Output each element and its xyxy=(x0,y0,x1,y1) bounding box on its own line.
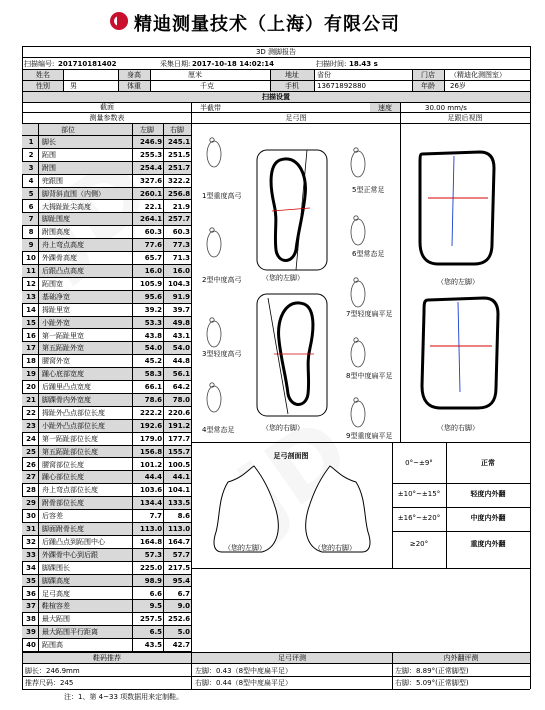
cell-n: 33 xyxy=(26,550,36,559)
foot-type-3-icon xyxy=(207,318,221,347)
table-row xyxy=(22,317,191,330)
table-row xyxy=(22,407,191,420)
report-title: 3D 测脚报告 xyxy=(255,48,297,56)
cell-n: 31 xyxy=(26,525,36,533)
cell-label: 脚踝骨内外宽度 xyxy=(42,396,91,404)
angle-label: 中度内外翻 xyxy=(470,514,506,522)
table-row xyxy=(22,355,191,368)
cell-right: 104.1 xyxy=(168,486,191,495)
cell-left: 260.1 xyxy=(140,189,163,198)
cell-right: 251.5 xyxy=(168,150,191,159)
table-row xyxy=(22,381,191,394)
cell-left: 6.5 xyxy=(149,628,162,637)
section-right-caption: （您的右脚） xyxy=(314,544,356,552)
cell-right: 54.0 xyxy=(172,344,190,353)
gender-label: 性别 xyxy=(36,82,50,90)
cell-n: 20 xyxy=(26,383,36,392)
table-row xyxy=(22,188,191,201)
cell-right: 113.0 xyxy=(168,525,191,533)
cell-left: 95.6 xyxy=(144,292,162,301)
province-label: 省份 xyxy=(317,71,331,79)
address-label: 地址 xyxy=(285,71,299,79)
cell-label: 腰窝部位长度 xyxy=(42,460,84,469)
table-row xyxy=(22,562,191,575)
cell-left: 39.2 xyxy=(144,305,162,314)
cell-left: 246.9 xyxy=(140,138,163,146)
cell-right: 104.3 xyxy=(168,279,191,288)
size-result: 推荐尺码：245 xyxy=(25,679,74,687)
cell-left: 44.4 xyxy=(144,473,162,482)
cell-label: 跗围 xyxy=(42,163,56,172)
cell-label: 踵心部位长度 xyxy=(42,473,84,482)
cell-n: 34 xyxy=(26,563,36,572)
cell-right: 164.7 xyxy=(168,537,191,546)
cell-left: 192.6 xyxy=(140,421,163,430)
cell-right: 100.5 xyxy=(168,460,191,469)
cell-label: 小趾外宽 xyxy=(42,318,70,327)
cell-right: 91.9 xyxy=(172,292,190,301)
cell-right: 64.2 xyxy=(172,383,190,392)
inout-title: 内外翻评测 xyxy=(443,654,479,662)
phone-value: 13671892880 xyxy=(317,82,366,90)
cell-right: 8.6 xyxy=(177,512,190,521)
table-row xyxy=(22,252,191,265)
cell-left: 98.9 xyxy=(144,576,162,585)
cell-n: 11 xyxy=(26,267,36,275)
duration-label: 扫描时间: xyxy=(316,60,347,68)
table-row xyxy=(22,484,191,497)
table-row xyxy=(22,639,191,652)
cell-right: 49.8 xyxy=(172,318,190,327)
cell-right: 60.3 xyxy=(172,228,190,237)
cell-left: 53.3 xyxy=(144,318,162,327)
cell-n: 25 xyxy=(26,447,36,456)
cell-left: 60.3 xyxy=(144,228,162,237)
angle-range: ±16°~±20° xyxy=(397,514,441,522)
cell-left: 78.6 xyxy=(144,396,162,404)
cell-label: 跗围高度 xyxy=(42,228,70,237)
age-label: 年龄 xyxy=(421,82,435,90)
cell-left: 105.9 xyxy=(140,279,163,288)
heel-left-caption: （您的左脚） xyxy=(437,278,479,286)
section-left-caption: （您的左脚） xyxy=(224,544,266,552)
cell-n: 5 xyxy=(28,189,34,198)
table-row xyxy=(22,459,191,472)
cell-label: 后踵凸点到跖围中心 xyxy=(42,537,105,546)
cell-left: 77.6 xyxy=(144,241,162,250)
weight-label: 体重 xyxy=(127,82,141,90)
cell-right: 44.1 xyxy=(172,473,190,482)
scan-settings-title: 扫描设置 xyxy=(262,93,290,101)
table-row xyxy=(22,265,191,278)
name-label: 姓名 xyxy=(36,71,50,79)
cell-right: 217.5 xyxy=(168,563,191,572)
cell-n: 18 xyxy=(26,357,36,366)
left-section-shape xyxy=(214,466,278,552)
table-row xyxy=(22,213,191,226)
arch-title: 足弓图 xyxy=(285,114,307,122)
cell-label: 跗骨部位长度 xyxy=(42,499,84,508)
cell-left: 222.2 xyxy=(140,408,163,417)
cell-right: 252.6 xyxy=(168,615,191,624)
cell-label: 后跟凸点高度 xyxy=(42,267,84,275)
table-row xyxy=(22,239,191,252)
cell-left: 113.0 xyxy=(140,525,163,533)
foot-type-8-icon xyxy=(351,338,365,367)
cell-label: 兜跟围 xyxy=(42,176,63,185)
table-row xyxy=(22,201,191,214)
cell-label: 踵心底部宽度 xyxy=(42,370,84,379)
cell-left: 43.5 xyxy=(144,641,162,650)
cell-left: 65.7 xyxy=(144,254,162,263)
cell-label: 脚面跗骨长度 xyxy=(42,525,84,533)
cell-n: 40 xyxy=(26,641,36,650)
table-row xyxy=(22,420,191,433)
arch-type-5-label: 5型正常足 xyxy=(352,186,385,194)
cell-n: 37 xyxy=(26,602,36,611)
cell-label: 外踝骨中心到后跟 xyxy=(42,550,98,559)
size-title: 鞋码推荐 xyxy=(93,654,121,662)
page-header xyxy=(0,0,545,40)
table-row xyxy=(22,226,191,239)
time-label: 采集日期: xyxy=(160,60,191,68)
cell-n: 8 xyxy=(28,228,34,237)
scan-mode-label: 截面 xyxy=(100,103,114,111)
foot-type-6-icon xyxy=(351,216,365,245)
scan-duration: 18.43 s xyxy=(349,60,378,68)
table-row xyxy=(22,291,191,304)
cell-right: 56.1 xyxy=(172,370,190,379)
cell-n: 12 xyxy=(26,279,36,288)
cell-left: 6.6 xyxy=(149,589,162,598)
cell-left: 7.7 xyxy=(149,512,162,521)
cell-right: 39.7 xyxy=(172,305,190,314)
cell-label: 鞋楦容差 xyxy=(42,602,70,611)
cell-right: 57.7 xyxy=(172,550,190,559)
table-row xyxy=(22,471,191,484)
cell-n: 6 xyxy=(28,202,34,211)
cell-right: 95.4 xyxy=(172,576,190,585)
arch-type-9-label: 9型重度扁平足 xyxy=(346,432,393,440)
cell-right: 155.7 xyxy=(168,447,191,456)
cell-n: 32 xyxy=(26,537,36,546)
age-value: 26岁 xyxy=(450,82,466,90)
speed-label: 速度 xyxy=(378,104,392,112)
cell-right: 322.2 xyxy=(168,176,191,185)
cell-n: 3 xyxy=(28,163,34,172)
table-row xyxy=(22,523,191,536)
table-row xyxy=(22,394,191,407)
cell-right: 191.2 xyxy=(168,421,191,430)
foot-type-7-icon xyxy=(351,278,365,307)
cell-n: 10 xyxy=(26,254,36,263)
cell-n: 26 xyxy=(26,460,36,469)
cell-left: 101.2 xyxy=(140,460,163,469)
cell-label: 跖围 xyxy=(42,150,56,159)
foot-type-5-icon xyxy=(351,148,365,177)
cell-right: 16.0 xyxy=(172,267,190,275)
arch-eval-title: 足弓评测 xyxy=(278,654,306,662)
cell-n: 36 xyxy=(26,589,36,598)
cell-right: 43.1 xyxy=(172,331,190,340)
arch-type-4-label: 4型常态足 xyxy=(202,426,235,434)
angle-range: 0°~±9° xyxy=(405,459,433,467)
measure-title: 测量参数表 xyxy=(89,114,125,122)
angle-label: 正常 xyxy=(481,459,495,467)
cell-right: 220.6 xyxy=(168,408,191,417)
cell-n: 23 xyxy=(26,421,36,430)
cell-right: 42.7 xyxy=(172,641,190,650)
table-row xyxy=(22,136,191,149)
cell-left: 257.5 xyxy=(140,615,163,624)
cell-label: 最大跖围 xyxy=(42,615,70,624)
cell-n: 7 xyxy=(28,215,34,224)
cell-label: 第五跖趾外宽 xyxy=(42,344,84,353)
cell-n: 22 xyxy=(26,408,36,417)
arch-type-8-label: 8型中度扁平足 xyxy=(346,372,393,380)
cell-n: 38 xyxy=(26,615,36,624)
cell-right: 256.8 xyxy=(168,189,191,198)
cell-right: 77.3 xyxy=(172,241,190,250)
cell-label: 大拇趾趾尖高度 xyxy=(42,202,91,211)
phone-label: 手机 xyxy=(285,82,299,90)
table-row xyxy=(22,626,191,639)
table-row xyxy=(22,368,191,381)
arch-type-3-label: 3型轻度高弓 xyxy=(202,350,242,358)
cell-n: 9 xyxy=(28,241,34,250)
angle-label: 重度内外翻 xyxy=(470,540,506,548)
cell-left: 134.4 xyxy=(140,499,163,508)
foot-type-2-icon xyxy=(207,228,221,257)
weight-unit: 千克 xyxy=(200,82,214,90)
table-row xyxy=(22,330,191,343)
cell-n: 24 xyxy=(26,434,36,443)
cell-right: 9.0 xyxy=(177,602,190,611)
cell-label: 基础净宽 xyxy=(42,292,70,301)
cell-n: 17 xyxy=(26,344,36,353)
scan-time: 2017-10-18 14:02:14 xyxy=(192,60,275,68)
inout-right-result: 右脚：5.09°(正常脚型) xyxy=(395,679,469,687)
footnote: 注：1、第 4~33 项数据用来定制鞋。 xyxy=(64,693,184,701)
table-row xyxy=(22,149,191,162)
cell-label: 后踵里凸点宽度 xyxy=(42,383,91,392)
cell-n: 2 xyxy=(28,150,34,159)
cell-left: 9.5 xyxy=(149,602,162,611)
arch-type-2-label: 2型中度高弓 xyxy=(202,276,242,284)
cell-label: 脚背斜直围（内侧） xyxy=(42,189,105,198)
cell-left: 16.0 xyxy=(144,267,162,275)
arch-right-result: 右脚：0.44（8型中度扁平足） xyxy=(195,679,293,687)
cell-left: 58.3 xyxy=(144,370,162,379)
cell-n: 30 xyxy=(26,512,36,521)
table-row xyxy=(22,446,191,459)
cell-left: 103.6 xyxy=(140,486,163,495)
arch-left-caption: （您的左脚） xyxy=(262,274,304,282)
cell-n: 39 xyxy=(26,628,36,637)
store-label: 门店 xyxy=(421,71,435,79)
heel-title: 足跟后视图 xyxy=(447,114,483,122)
cell-left: 255.3 xyxy=(140,150,163,159)
tape-label: 半截带 xyxy=(200,104,221,112)
section-title: 足弓剖面图 xyxy=(273,452,309,460)
col-right-header: 右脚 xyxy=(170,126,184,134)
arch-type-6-label: 6型常态足 xyxy=(352,250,385,258)
cell-n: 28 xyxy=(26,486,36,495)
arch-left-result: 左脚：0.43（8型中度扁平足） xyxy=(195,667,293,675)
cell-left: 225.0 xyxy=(140,563,163,572)
cell-left: 66.1 xyxy=(144,383,162,392)
cell-left: 43.8 xyxy=(144,331,162,340)
table-row xyxy=(22,278,191,291)
table-row xyxy=(22,575,191,588)
table-row xyxy=(22,175,191,188)
table-row xyxy=(22,497,191,510)
cell-label: 跖围高 xyxy=(42,641,63,650)
cell-n: 27 xyxy=(26,473,36,482)
inout-left-result: 左脚：8.89°(正常脚型) xyxy=(395,667,469,675)
cell-label: 第五跖趾部位长度 xyxy=(42,447,98,456)
cell-label: 最大跖围平行距离 xyxy=(42,628,98,637)
cell-right: 6.7 xyxy=(177,589,190,598)
foot-type-4-icon xyxy=(207,383,221,412)
cell-n: 16 xyxy=(26,331,36,340)
speed-value: 30.00 mm/s xyxy=(425,104,467,112)
company-name: 精迪测量技术（上海）有限公司 xyxy=(134,14,400,35)
table-row xyxy=(22,162,191,175)
cell-left: 45.2 xyxy=(144,357,162,366)
table-row xyxy=(22,613,191,626)
table-row xyxy=(22,433,191,446)
cell-label: 拇趾里宽 xyxy=(42,305,70,314)
cell-label: 外踝骨高度 xyxy=(42,254,77,263)
cell-left: 57.3 xyxy=(144,550,162,559)
right-section-shape xyxy=(306,466,370,552)
gender-value: 男 xyxy=(70,82,77,90)
cell-right: 177.7 xyxy=(168,434,191,443)
cell-label: 第一跖趾里宽 xyxy=(42,331,84,340)
cell-n: 13 xyxy=(26,292,36,301)
cell-n: 4 xyxy=(28,176,34,185)
cell-label: 拇趾外凸点部位长度 xyxy=(42,408,105,417)
cell-left: 54.0 xyxy=(144,344,162,353)
arch-type-1-label: 1型重度高弓 xyxy=(202,192,242,200)
cell-label: 舟上弯点部位长度 xyxy=(42,486,98,495)
cell-n: 19 xyxy=(26,370,36,379)
cell-label: 腰窝外宽 xyxy=(42,357,70,366)
cell-n: 14 xyxy=(26,305,36,314)
store-value: （精迪化测图室） xyxy=(450,71,506,79)
angle-label: 轻度内外翻 xyxy=(470,490,506,498)
cell-n: 21 xyxy=(26,396,36,404)
cell-right: 71.3 xyxy=(172,254,190,263)
cell-label: 第一跖趾部位长度 xyxy=(42,434,98,443)
cell-n: 29 xyxy=(26,499,36,508)
cell-left: 264.1 xyxy=(140,215,163,224)
cell-label: 小趾外凸点部位长度 xyxy=(42,421,105,430)
cell-label: 足弓高度 xyxy=(42,589,70,598)
cell-label: 脚趾围度 xyxy=(42,215,70,224)
cell-n: 1 xyxy=(28,138,34,146)
cell-label: 后容差 xyxy=(42,512,63,521)
scan-no: 201710181402 xyxy=(58,60,117,68)
col-left-header: 左脚 xyxy=(140,126,154,134)
scan-no-label: 扫描编号: xyxy=(24,60,55,68)
table-row xyxy=(22,600,191,613)
height-label: 身高 xyxy=(127,71,141,79)
arch-right-caption: （您的右脚） xyxy=(262,424,304,432)
table-row xyxy=(22,549,191,562)
table-row xyxy=(22,510,191,523)
table-row xyxy=(22,536,191,549)
heel-right-caption: （您的右脚） xyxy=(437,424,479,432)
table-row xyxy=(22,342,191,355)
angle-range: ±10°~±15° xyxy=(397,490,441,498)
angle-range: ≥20° xyxy=(409,540,429,548)
cell-right: 44.8 xyxy=(172,357,190,366)
foot-length-result: 脚长：246.9mm xyxy=(25,667,80,675)
table-row xyxy=(22,588,191,601)
cell-left: 179.0 xyxy=(140,434,163,443)
foot-type-1-icon xyxy=(207,138,221,167)
arch-type-7-label: 7型轻度扁平足 xyxy=(346,310,393,318)
cell-label: 脚踝围长 xyxy=(42,563,70,572)
cell-left: 164.8 xyxy=(140,537,163,546)
cell-label: 脚长 xyxy=(42,138,56,146)
cell-n: 15 xyxy=(26,318,36,327)
cell-right: 245.1 xyxy=(168,138,191,146)
arch-section-diagram xyxy=(192,462,392,562)
cell-right: 133.5 xyxy=(168,499,191,508)
cell-n: 35 xyxy=(26,576,36,585)
height-unit: 厘米 xyxy=(188,71,202,79)
cell-left: 156.8 xyxy=(140,447,163,456)
cell-left: 254.4 xyxy=(140,163,163,172)
left-heel-shape xyxy=(420,152,494,264)
col-part-header: 部位 xyxy=(61,126,75,134)
table-row xyxy=(22,304,191,317)
cell-left: 22.1 xyxy=(144,202,162,211)
cell-left: 327.6 xyxy=(140,176,163,185)
cell-right: 5.0 xyxy=(177,628,190,637)
cell-right: 78.0 xyxy=(172,396,190,404)
cell-right: 251.7 xyxy=(168,163,191,172)
cell-right: 257.7 xyxy=(168,215,191,224)
cell-label: 舟上弯点高度 xyxy=(42,241,84,250)
cell-right: 21.9 xyxy=(172,202,190,211)
cell-label: 脚踝高度 xyxy=(42,576,70,585)
company-logo-icon xyxy=(110,12,128,30)
cell-label: 跖围宽 xyxy=(42,279,63,288)
foot-type-9-icon xyxy=(351,398,365,427)
